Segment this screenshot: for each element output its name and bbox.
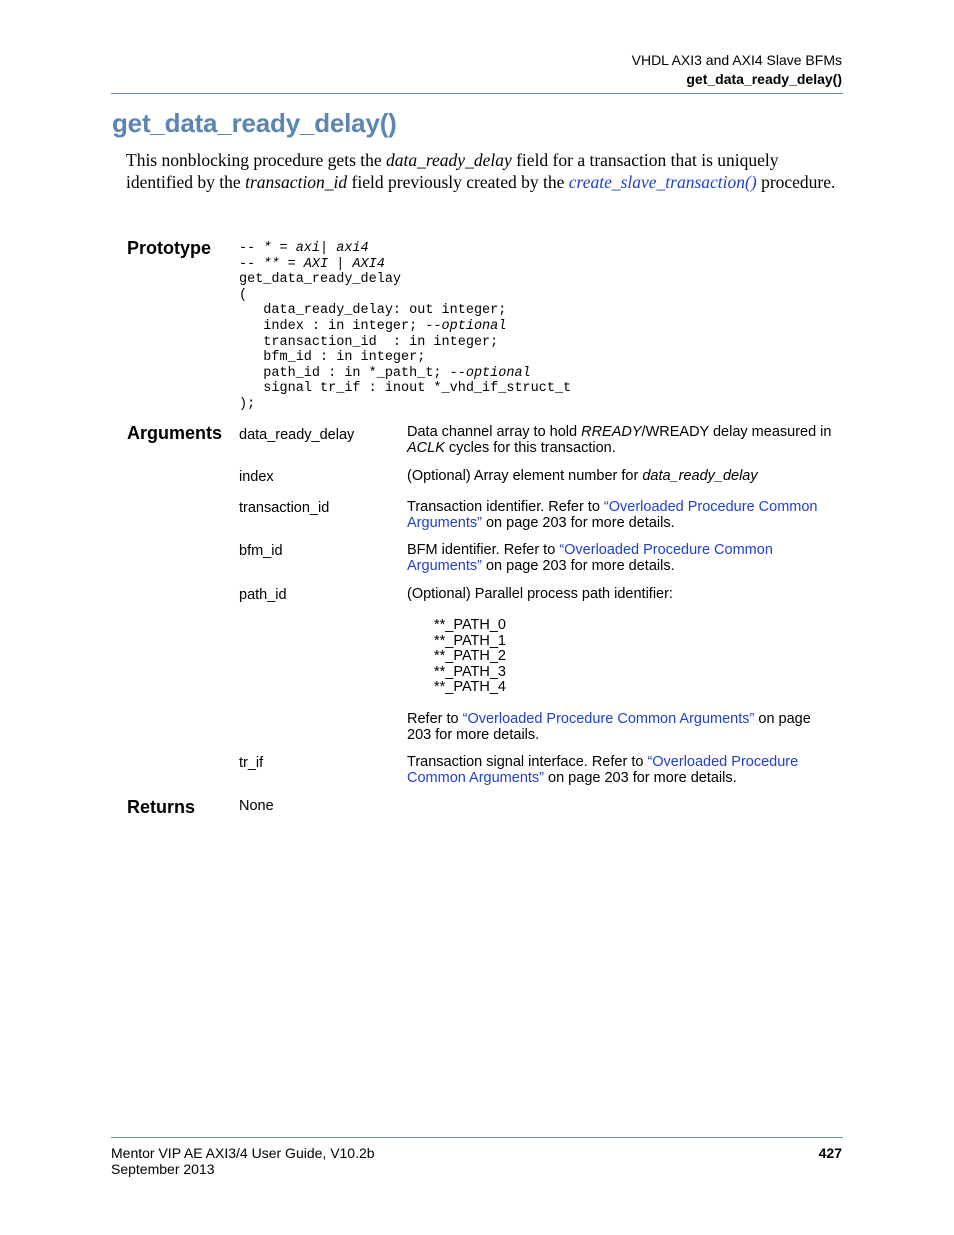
desc-text: cycles for this transaction.: [444, 439, 616, 456]
intro-text-2: field for a transaction that is uniquely identified by the: [126, 150, 779, 192]
code-close-paren: );: [239, 396, 256, 412]
header-rule: [111, 93, 843, 94]
arg-desc-tr-if: [407, 755, 837, 786]
desc-text: (Optional) Array element number for: [407, 468, 643, 484]
code-param-1: data_ready_delay: out integer;: [239, 303, 507, 319]
desc-italic: ACLK: [407, 439, 445, 456]
arg-name-tr-if: tr_if: [239, 755, 264, 771]
desc-text: on page 203 for more details.: [481, 557, 675, 574]
footer-rule: [111, 1137, 843, 1138]
intro-text-3: field previously created by the: [347, 172, 569, 192]
path-value: **_PATH_1: [434, 632, 506, 649]
desc-text: Data channel array to hold: [407, 424, 582, 440]
intro-text-4: procedure.: [756, 172, 836, 192]
arg-desc-bfm-id: [407, 543, 837, 574]
arg-desc-path-id-refer: [407, 712, 837, 743]
code-param-5-comment: --optional: [449, 365, 531, 381]
arg-name-index: index: [239, 469, 274, 485]
header-section: VHDL AXI3 and AXI4 Slave BFMs: [631, 52, 842, 68]
header-topic: get_data_ready_delay(): [686, 71, 842, 87]
overloaded-args-link[interactable]: “Overloaded Procedure Common Arguments”: [407, 499, 818, 531]
path-value: **_PATH_4: [434, 679, 506, 696]
code-param-5: path_id : in *_path_t;: [239, 365, 450, 381]
arg-name-path-id: path_id: [239, 587, 287, 603]
footer: [111, 1145, 375, 1177]
code-comment-2: -- ** = AXI | AXI4: [239, 256, 385, 272]
path-value: **_PATH_2: [434, 648, 506, 665]
desc-text: /WREADY delay measured in: [641, 424, 832, 440]
arg-desc-transaction-id: [407, 500, 837, 531]
arg-name-bfm-id: bfm_id: [239, 543, 283, 559]
desc-italic: data_ready_delay: [642, 468, 758, 484]
arg-name-transaction-id: transaction_id: [239, 500, 330, 516]
arg-desc-data-ready-delay: [407, 425, 837, 456]
desc-text: Transaction identifier. Refer to: [407, 499, 604, 515]
desc-text: on page 203 for more details.: [544, 769, 737, 786]
intro-italic-1: data_ready_delay: [386, 150, 512, 170]
code-param-3: transaction_id : in integer;: [239, 334, 499, 350]
code-param-6: signal tr_if : inout *_vhd_if_struct_t: [239, 381, 572, 397]
code-param-4: bfm_id : in integer;: [239, 350, 426, 366]
prototype-code: [239, 241, 571, 413]
running-header: [632, 51, 842, 89]
overloaded-args-link[interactable]: “Overloaded Procedure Common Arguments”: [462, 711, 755, 727]
page-title: get_data_ready_delay(): [112, 108, 397, 138]
desc-text: Refer to: [407, 711, 463, 727]
returns-value: None: [239, 798, 274, 814]
desc-text: on page 203 for more details.: [481, 514, 675, 531]
path-value: **_PATH_3: [434, 663, 506, 680]
overloaded-args-link[interactable]: “Overloaded Procedure Common Arguments”: [407, 542, 773, 574]
code-param-2-comment: --optional: [425, 318, 507, 334]
footer-date: September 2013: [111, 1161, 215, 1177]
arguments-label: Arguments: [127, 423, 223, 443]
desc-italic: RREADY: [581, 424, 642, 440]
path-value: **_PATH_0: [434, 617, 506, 633]
arg-desc-index: [407, 469, 837, 485]
arg-name-data-ready-delay: data_ready_delay: [239, 427, 355, 443]
desc-text: BFM identifier. Refer to: [407, 542, 560, 558]
intro-text-1: This nonblocking procedure gets the: [126, 150, 387, 170]
code-comment-1: -- * = axi| axi4: [239, 241, 369, 256]
create-slave-transaction-link[interactable]: create_slave_transaction(): [568, 172, 757, 192]
code-proc-name: get_data_ready_delay: [239, 272, 402, 288]
intro-italic-2: transaction_id: [245, 172, 348, 192]
intro-paragraph: [126, 149, 838, 193]
path-values-list: [434, 618, 506, 696]
page-number: 427: [818, 1145, 842, 1161]
code-param-2: index : in integer;: [239, 318, 426, 334]
returns-label: Returns: [127, 797, 196, 817]
desc-text: Transaction signal interface. Refer to: [407, 754, 648, 770]
arg-desc-path-id: (Optional) Parallel process path identifier:: [407, 586, 673, 602]
footer-guide: Mentor VIP AE AXI3/4 User Guide, V10.2b: [111, 1145, 375, 1161]
overloaded-args-link[interactable]: “Overloaded Procedure Common Arguments”: [407, 754, 799, 786]
code-open-paren: (: [239, 287, 248, 303]
prototype-label: Prototype: [127, 238, 212, 258]
desc-text: on page 203 for more details.: [407, 711, 811, 743]
